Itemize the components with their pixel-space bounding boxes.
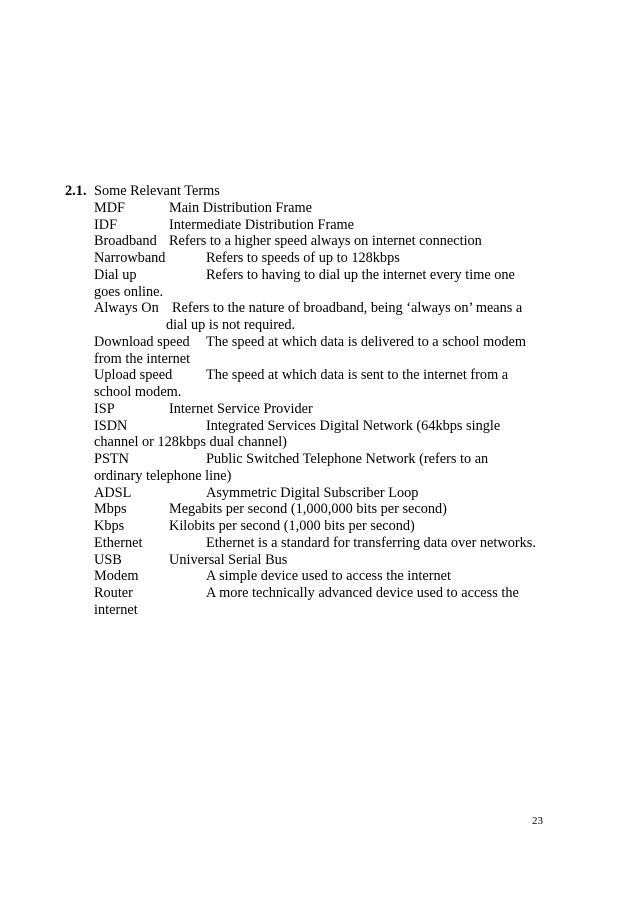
def-pstn: Public Switched Telephone Network (refers to an (206, 451, 489, 467)
term-always-on: Always On (94, 300, 159, 316)
def-usb: Universal Serial Bus (169, 552, 288, 568)
term-adsl: ADSL (94, 485, 132, 501)
def-mdf: Main Distribution Frame (169, 200, 312, 216)
def-isdn: Integrated Services Digital Network (64kbps single (206, 418, 501, 434)
term-isp: ISP (94, 401, 115, 417)
term-kbps: Kbps (94, 518, 125, 534)
def-upload-speed-cont: school modem. (94, 384, 182, 400)
def-narrowband: Refers to speeds of up to 128kbps (206, 250, 400, 266)
def-broadband: Refers to a higher speed always on internet connection (169, 233, 482, 249)
def-isp: Internet Service Provider (169, 401, 313, 417)
def-always-on: Refers to the nature of broadband, being ‘always on’ means a (172, 300, 523, 316)
def-dial-up: Refers to having to dial up the internet every time one (206, 267, 515, 283)
term-pstn: PSTN (94, 451, 129, 467)
def-upload-speed: The speed at which data is sent to the internet from a (206, 367, 509, 383)
def-kbps: Kilobits per second (1,000 bits per second) (169, 518, 415, 534)
term-usb: USB (94, 552, 122, 568)
def-download-speed: The speed at which data is delivered to a school modem (206, 334, 526, 350)
term-modem: Modem (94, 568, 139, 584)
term-download-speed: Download speed (94, 334, 190, 350)
section-number: 2.1. (65, 183, 87, 199)
term-broadband: Broadband (94, 233, 157, 249)
def-idf: Intermediate Distribution Frame (169, 217, 355, 233)
def-router-cont: internet (94, 602, 138, 618)
section-title: Some Relevant Terms (94, 183, 220, 199)
term-isdn: ISDN (94, 418, 128, 434)
def-dial-up-cont: goes online. (94, 284, 164, 300)
term-upload-speed: Upload speed (94, 367, 173, 383)
def-always-on-cont: dial up is not required. (166, 317, 296, 333)
term-idf: IDF (94, 217, 118, 233)
def-router: A more technically advanced device used to access the (206, 585, 519, 601)
term-router: Router (94, 585, 133, 601)
def-modem: A simple device used to access the internet (206, 568, 451, 584)
def-pstn-cont: ordinary telephone line) (94, 468, 232, 484)
term-mbps: Mbps (94, 501, 127, 517)
page-number: 23 (532, 815, 543, 827)
term-dial-up: Dial up (94, 267, 137, 283)
def-ethernet: Ethernet is a standard for transferring data over networks. (206, 535, 536, 551)
term-ethernet: Ethernet (94, 535, 143, 551)
def-download-speed-cont: from the internet (94, 351, 191, 367)
def-mbps: Megabits per second (1,000,000 bits per second) (169, 501, 447, 517)
term-mdf: MDF (94, 200, 125, 216)
def-adsl: Asymmetric Digital Subscriber Loop (206, 485, 419, 501)
def-isdn-cont: channel or 128kbps dual channel) (94, 434, 287, 450)
term-narrowband: Narrowband (94, 250, 166, 266)
